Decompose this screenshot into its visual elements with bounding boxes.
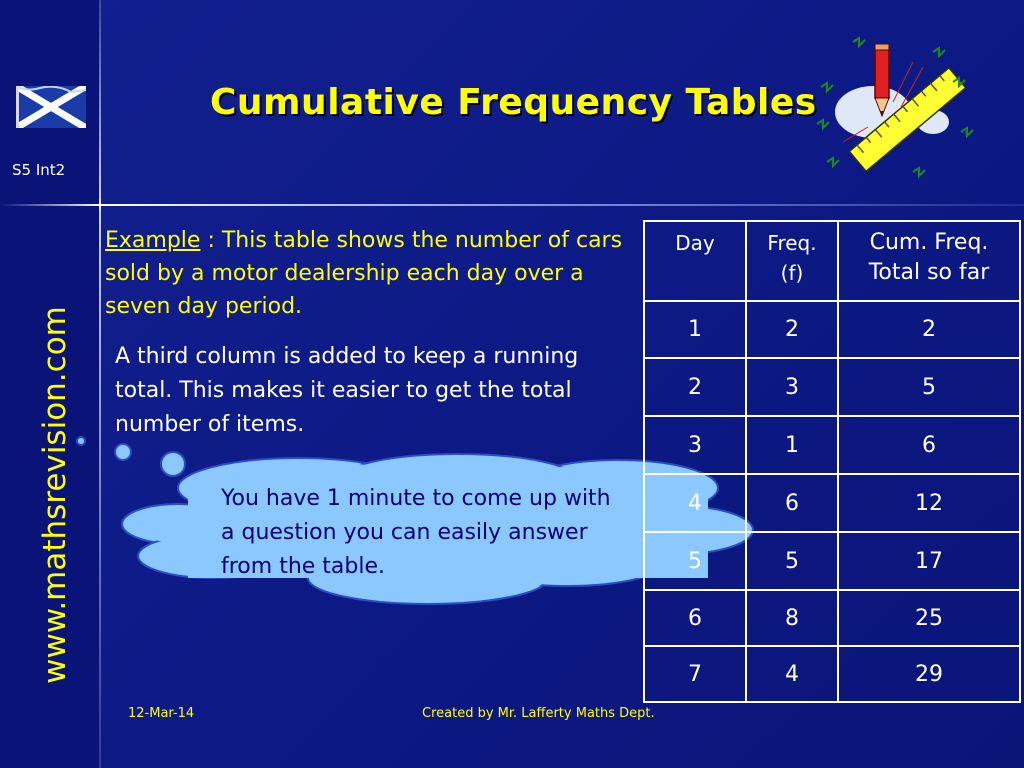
header-freq [746,221,838,301]
cell-cum: 29 [838,646,1020,702]
cell-cum: 12 [838,474,1020,532]
cell-freq: 5 [746,532,838,590]
cell-freq: 8 [746,590,838,646]
table-row [644,590,1020,646]
table-row [644,301,1020,358]
table-row [644,474,1020,532]
cell-day: 7 [644,646,746,702]
sparkle-icon [93,198,107,212]
vertical-divider [99,0,101,768]
header-day: Day [644,221,746,301]
cell-cum: 6 [838,416,1020,474]
cell-cum: 2 [838,301,1020,358]
cell-cum: 25 [838,590,1020,646]
footer-date: 12-Mar-14 [128,706,195,721]
course-label: S5 Int2 [12,161,66,179]
header-freq-line1: Freq. [767,231,817,255]
cell-freq: 4 [746,646,838,702]
website-watermark: www.mathsrevision.com [37,306,73,684]
cell-day: 3 [644,416,746,474]
cell-day: 6 [644,590,746,646]
example-text: : This table shows the number of cars sold by a motor dealership each day over a seven day period. [105,228,623,319]
footer-credit: Created by Mr. Lafferty Maths Dept. [422,706,655,721]
cell-cum: 5 [838,358,1020,416]
table-row [644,646,1020,702]
horizontal-divider [0,204,1024,206]
cell-freq: 2 [746,301,838,358]
cell-cum: 17 [838,532,1020,590]
header-cum-freq [838,221,1020,301]
cell-freq: 6 [746,474,838,532]
thought-bubble-text: You have 1 minute to come up with a question you can easily answer from the table. [221,486,611,579]
header-cum-line1: Cum. Freq. [869,230,989,255]
table-header-row [644,221,1020,301]
slide-title: Cumulative Frequency Tables [210,82,817,123]
header-cum-line2: Total so far [868,260,990,285]
cell-day: 5 [644,532,746,590]
cell-freq: 1 [746,416,838,474]
cell-freq: 3 [746,358,838,416]
table-row [644,532,1020,590]
bubble-dot-small [76,436,86,446]
table-row [644,416,1020,474]
pencil-ruler-icon [813,32,983,187]
cell-day: 4 [644,474,746,532]
header-freq-line2: (f) [780,261,804,285]
explanation-text: A third column is added to keep a running total. This makes it easier to get the total number of items. [115,344,579,437]
cumulative-frequency-table [643,220,1021,703]
scotland-flag-icon [16,86,86,128]
example-paragraph [105,224,635,323]
cell-day: 1 [644,301,746,358]
cell-day: 2 [644,358,746,416]
table-row [644,358,1020,416]
example-label: Example [105,228,201,253]
